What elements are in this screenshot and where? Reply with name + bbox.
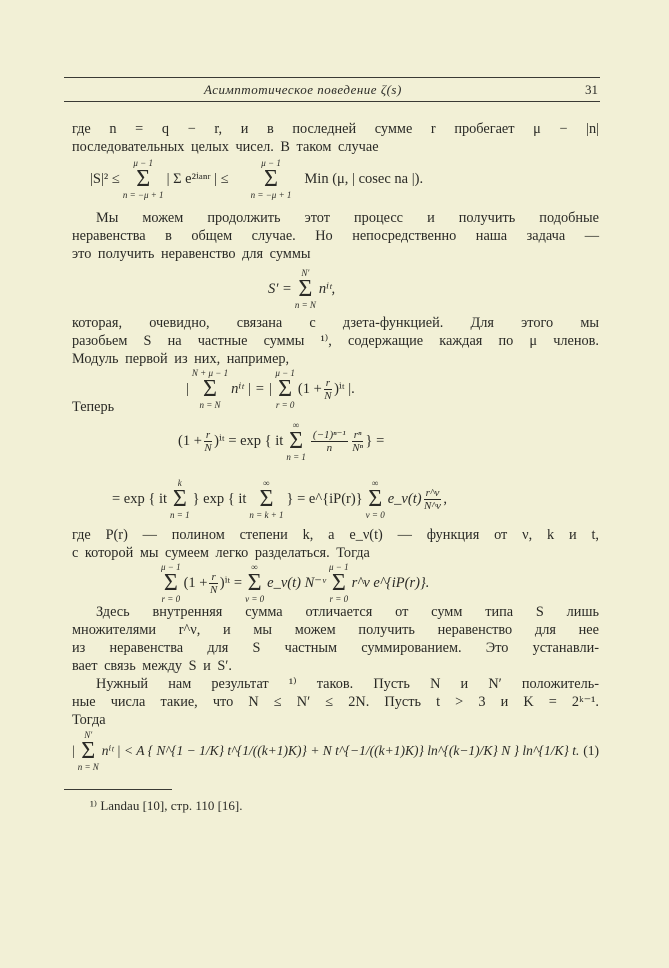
sum: N + μ − 1 Σ n = N bbox=[191, 368, 229, 410]
text-line: которая, очевидно, связана с дзета-функцией. Для этого мы bbox=[72, 315, 599, 331]
eq-part: nⁱᵗ | = | bbox=[231, 380, 273, 397]
text-line: Здесь внутренняя сумма отличается от сумм типа S лишь bbox=[96, 604, 599, 620]
eq-part: S′ = bbox=[268, 280, 292, 297]
text-line: Модуль первой из них, например, bbox=[72, 351, 290, 367]
text-line: Нужный нам результат ¹⁾ таков. Пусть N и N′ положитель- bbox=[96, 676, 599, 692]
eq-part: |S|² ≤ bbox=[90, 170, 120, 187]
text-line: ные числа такие, что N ≤ N′ ≤ 2N. Пусть t > 3 и K = 2ᵏ⁻¹. bbox=[72, 694, 599, 710]
equation-1 bbox=[90, 158, 423, 200]
text-line: Тогда bbox=[72, 712, 106, 728]
text-line: множителями r^ν, и мы можем получить неравенство для нее bbox=[72, 622, 599, 638]
header-bottom-rule bbox=[64, 101, 600, 102]
sum: μ − 1 Σ r = 0 bbox=[275, 368, 295, 410]
text-line: из неравенства для S частным суммированием. Это устанавли- bbox=[72, 640, 599, 656]
running-title: Асимптотическое поведение ζ(s) bbox=[204, 82, 402, 97]
sum: μ − 1 Σ n = −μ + 1 bbox=[250, 158, 292, 200]
text-line: где n = q − r, и в последней сумме r пробегает μ − |n| bbox=[72, 121, 599, 137]
text-line: неравенства в общем случае. Но непосредственно наша задача — bbox=[72, 228, 599, 244]
text-line: последовательных целых чисел. В таком случае bbox=[72, 139, 379, 155]
text-line: с которой мы сумеем легко разделаться. Тогда bbox=[72, 545, 370, 561]
sum: ∞ Σ n = 1 bbox=[286, 420, 306, 462]
footnote: ¹⁾ Landau [10], стр. 110 [16]. bbox=[90, 798, 243, 813]
text-line: разобьем S на частные суммы ¹⁾, содержащие каждая по μ членов. bbox=[72, 333, 599, 349]
page-number: 31 bbox=[585, 82, 598, 97]
equation-number: (1) bbox=[583, 743, 599, 758]
equation-3: | N + μ − 1 Σ n = N nⁱᵗ | = | μ − 1 Σ r = 0 (1 + $\frac{r}{N}$ )ⁱᵗ |. bbox=[186, 368, 355, 410]
footnote-rule bbox=[64, 789, 172, 790]
equation-2 bbox=[268, 268, 335, 310]
text-line: Теперь bbox=[72, 399, 115, 415]
text-line: вает связь между S и S′. bbox=[72, 658, 232, 674]
text-line: где P(r) — полином степени k, а e_ν(t) — функция от ν, k и t, bbox=[72, 527, 599, 543]
eq-part: nⁱᵗ, bbox=[318, 280, 336, 297]
equation-7: | N′ Σ n = N nⁱᵗ | < A { N^{1 − 1/K} t^{1/((k+1)K)} + N t^{−1/((k+1)K)} ln^{(k−1)/K} N } ln^{1/K} t. (1) bbox=[72, 730, 599, 772]
equation-5: = exp { it k Σ n = 1 } exp { it ∞ Σ n = k + 1 } = e^{iP(r)} ∞ Σ ν = 0 e_ν(t) $\frac{r\^{}\nu}{N\^{}\nu}$ , bbox=[112, 478, 447, 520]
equation-4: (1 + $\frac{r}{N}$ )ⁱᵗ = exp { it ∞ Σ n = 1 $\frac{\text{(−1)ⁿ⁻¹}}{n}$ $\frac{\text{rⁿ}}{\text{Nⁿ}}$ } = bbox=[178, 420, 385, 462]
sum: N′ Σ n = N bbox=[294, 268, 316, 310]
equation-6: μ − 1 Σ r = 0 (1 + $\frac{r}{N}$ )ⁱᵗ = ∞ Σ ν = 0 e_ν(t) N⁻ᵛ μ − 1 Σ r = 0 r^ν e^{iP(r)}. bbox=[161, 562, 430, 604]
text-line: это получить неравенство для суммы bbox=[72, 246, 311, 262]
eq-part: | Σ e²ⁱᵃⁿʳ | ≤ bbox=[166, 170, 229, 187]
fraction: $\frac{r}{N}$ bbox=[324, 376, 332, 402]
text-line: Мы можем продолжить этот процесс и получить подобные bbox=[96, 210, 599, 226]
header-top-rule bbox=[64, 77, 600, 78]
sum: μ − 1 Σ n = −μ + 1 bbox=[122, 158, 164, 200]
eq-part: Min (μ, | cosec na |). bbox=[304, 170, 424, 187]
